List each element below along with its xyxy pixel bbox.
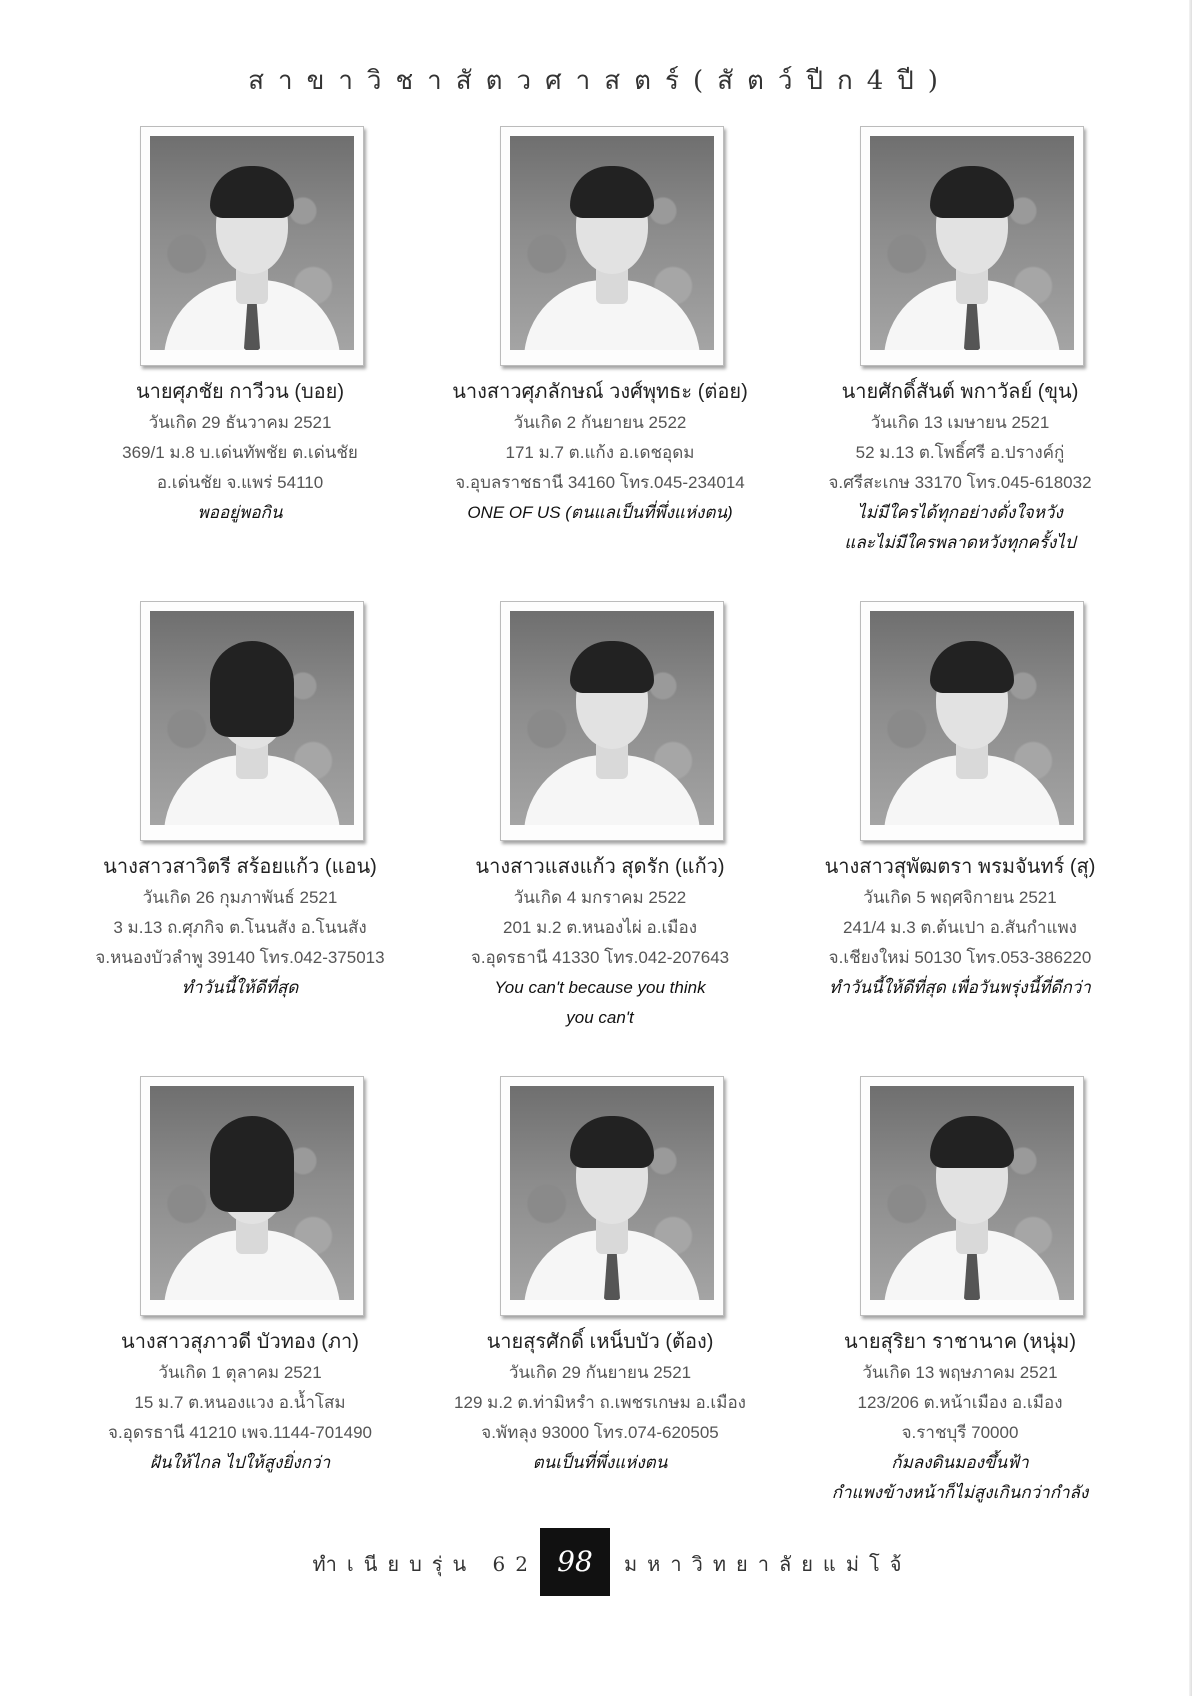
student-name: นายศุภชัย กาวีวน (บอย) [135, 381, 345, 403]
student-address: จ.ราชบุรี 70000 [901, 1423, 1019, 1442]
student-name: นายสุรศักดิ์ เหน็บบัว (ต้อง) [486, 1331, 714, 1353]
student-name: นางสาวแสงแก้ว สุดรัก (แก้ว) [475, 856, 725, 878]
student-motto: ทำวันนี้ให้ดีที่สุด [181, 978, 299, 997]
student-address: จ.อุดรธานี 41330 โทร.042-207643 [470, 948, 730, 967]
student-photo [140, 1076, 364, 1316]
footer-university: มหาวิทยาลัยแม่โจ้ [624, 1552, 912, 1576]
student-name: นางสาวสาวิตรี สร้อยแก้ว (แอน) [103, 856, 377, 878]
student-card [60, 1068, 420, 1543]
student-address: 3 ม.13 ถ.ศุภกิจ ต.โนนสัง อ.โนนสัง [113, 918, 367, 937]
student-address: 201 ม.2 ต.หนองไผ่ อ.เมือง [503, 918, 697, 937]
student-address: 123/206 ต.หน้าเมือง อ.เมือง [857, 1393, 1063, 1412]
student-address: จ.ศรีสะเกษ 33170 โทร.045-618032 [828, 473, 1092, 492]
student-birthdate: วันเกิด 29 ธันวาคม 2521 [148, 413, 332, 432]
student-photo [140, 126, 364, 366]
student-birthdate: วันเกิด 13 เมษายน 2521 [870, 413, 1050, 432]
student-motto: กำแพงข้างหน้าก็ไม่สูงเกินกว่ากำลัง [831, 1483, 1089, 1502]
student-card [780, 118, 1140, 593]
student-address: จ.อุดรธานี 41210 เพจ.1144-701490 [108, 1423, 372, 1442]
student-address: 241/4 ม.3 ต.ต้นเปา อ.สันกำแพง [843, 918, 1077, 937]
student-name: นายสุริยา ราชานาค (หนุ่ม) [843, 1331, 1077, 1353]
student-card [420, 593, 780, 1068]
student-card [60, 593, 420, 1068]
student-photo [500, 601, 724, 841]
student-birthdate: วันเกิด 2 กันยายน 2522 [513, 413, 687, 432]
student-card [780, 1068, 1140, 1543]
student-address: จ.หนองบัวลำพู 39140 โทร.042-375013 [95, 948, 385, 967]
student-address: 129 ม.2 ต.ท่ามิหรำ ถ.เพชรเกษม อ.เมือง [454, 1393, 746, 1412]
student-photo [860, 1076, 1084, 1316]
student-photo [860, 126, 1084, 366]
student-birthdate: วันเกิด 13 พฤษภาคม 2521 [862, 1363, 1058, 1382]
student-address: 369/1 ม.8 บ.เด่นทัพชัย ต.เด่นชัย [122, 443, 358, 462]
student-birthdate: วันเกิด 26 กุมภาพันธ์ 2521 [142, 888, 338, 907]
student-photo [860, 601, 1084, 841]
student-motto: ONE OF US (ตนแลเป็นที่พึ่งแห่งตน) [467, 503, 733, 522]
student-address: 52 ม.13 ต.โพธิ์ศรี อ.ปรางค์กู่ [855, 443, 1065, 462]
student-name: นางสาวสุภาวดี บัวทอง (ภา) [121, 1331, 359, 1353]
student-motto: you can't [566, 1008, 634, 1027]
student-name: นายศักดิ์สันต์ พกาวัลย์ (ขุน) [841, 381, 1079, 403]
student-motto: และไม่มีใครพลาดหวังทุกครั้งไป [844, 533, 1076, 552]
student-address: 15 ม.7 ต.หนองแวง อ.น้ำโสม [134, 1393, 346, 1412]
footer-yearbook-title: ทำเนียบรุ่น 62 [312, 1552, 538, 1576]
student-photo [500, 1076, 724, 1316]
student-address: จ.เชียงใหม่ 50130 โทร.053-386220 [828, 948, 1092, 967]
page-number: 98 [540, 1528, 610, 1596]
student-motto: ก้มลงดินมองขึ้นฟ้า [891, 1453, 1029, 1472]
student-card [420, 118, 780, 593]
student-address: 171 ม.7 ต.แก้ง อ.เดชอุดม [505, 443, 695, 462]
student-birthdate: วันเกิด 1 ตุลาคม 2521 [158, 1363, 322, 1382]
page-edge [1189, 0, 1192, 1696]
student-photo [500, 126, 724, 366]
student-motto: ทำวันนี้ให้ดีที่สุด เพื่อวันพรุ่งนี้ที่ดีกว่า [829, 978, 1091, 997]
student-address: จ.อุบลราชธานี 34160 โทร.045-234014 [455, 473, 745, 492]
page-footer [0, 1528, 1200, 1596]
page-title: สาขาวิชาสัตวศาสตร์(สัตว์ปีก4ปี) [248, 66, 952, 96]
student-birthdate: วันเกิด 29 กันยายน 2521 [508, 1363, 692, 1382]
student-name: นางสาวศุภลักษณ์ วงศ์พุทธะ (ต่อย) [452, 381, 748, 403]
student-motto: ฝันให้ไกล ไปให้สูงยิ่งกว่า [149, 1453, 331, 1472]
student-motto: พออยู่พอกิน [197, 503, 283, 522]
student-address: อ.เด่นชัย จ.แพร่ 54110 [156, 473, 324, 492]
student-address: จ.พัทลุง 93000 โทร.074-620505 [481, 1423, 719, 1442]
student-motto: You can't because you think [494, 978, 706, 997]
student-card [420, 1068, 780, 1543]
student-motto: ตนเป็นที่พึ่งแห่งตน [532, 1453, 668, 1472]
student-grid [60, 118, 1140, 1543]
student-birthdate: วันเกิด 4 มกราคม 2522 [513, 888, 687, 907]
student-card [60, 118, 420, 593]
student-card [780, 593, 1140, 1068]
student-motto: ไม่มีใครได้ทุกอย่างดั่งใจหวัง [857, 503, 1063, 522]
student-name: นางสาวสุพัฒตรา พรมจันทร์ (สุ) [824, 856, 1096, 878]
student-birthdate: วันเกิด 5 พฤศจิกายน 2521 [863, 888, 1057, 907]
student-photo [140, 601, 364, 841]
